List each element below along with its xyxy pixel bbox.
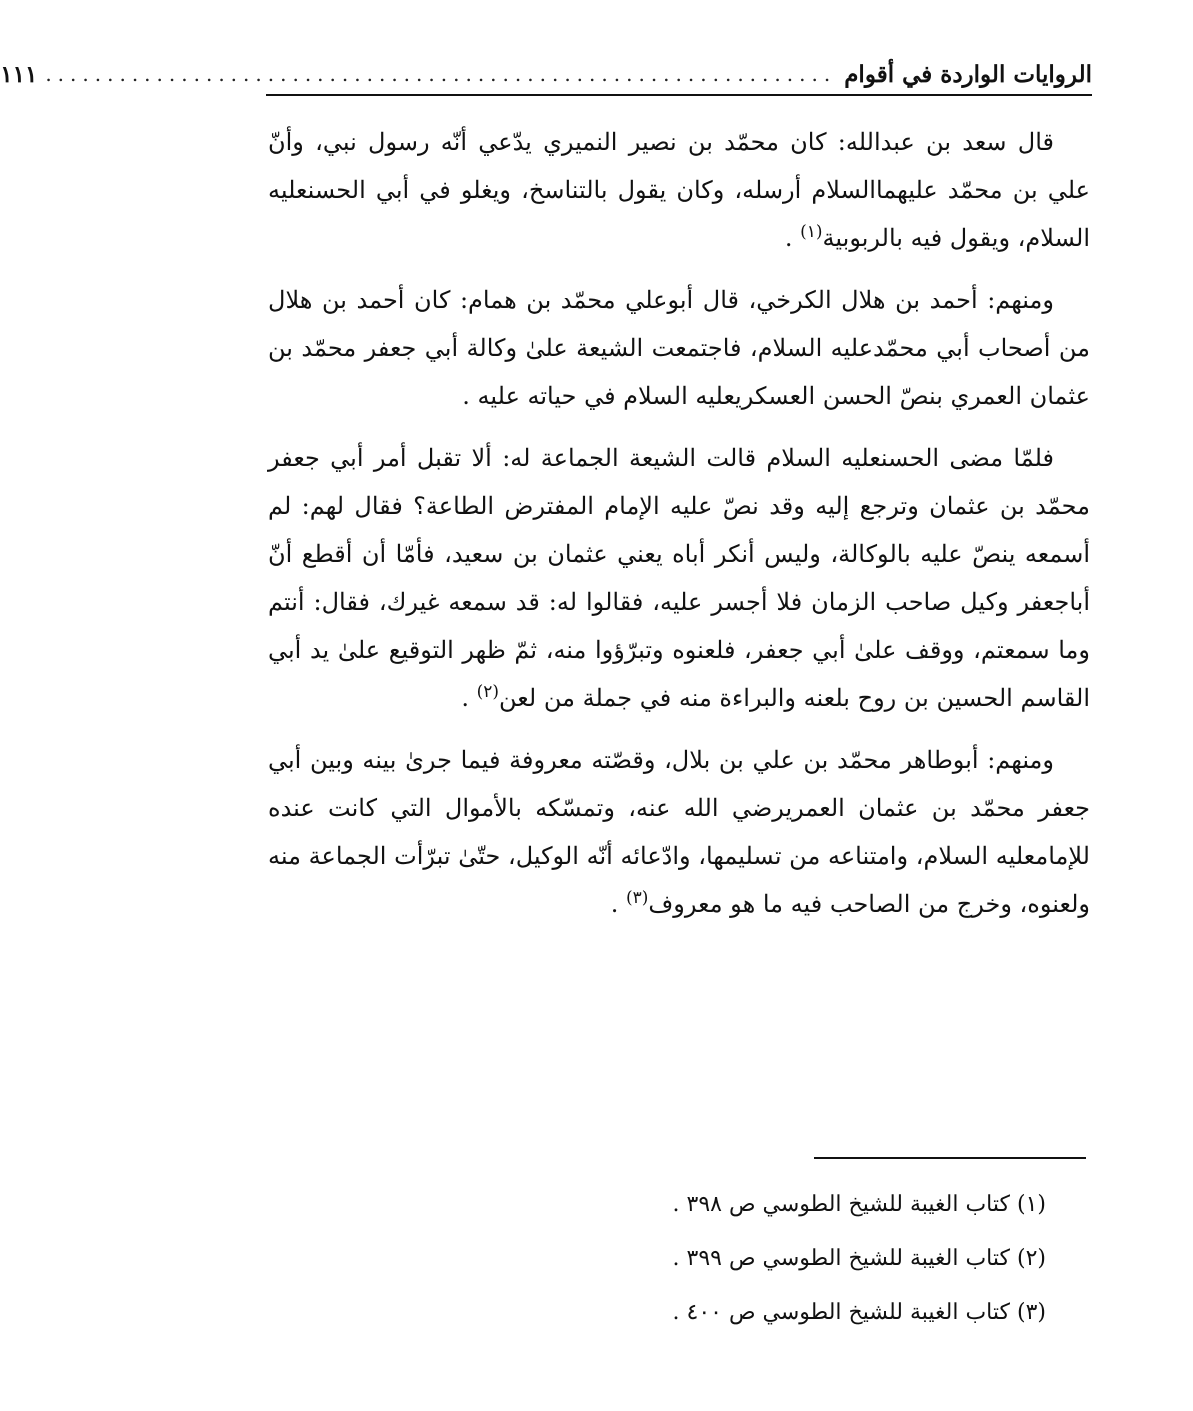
paragraph-1 (268, 118, 1090, 262)
paragraph-1-tail: . (784, 224, 793, 252)
footnote-3: (٣) كتاب الغيبة للشيخ الطوسي ص ٤٠٠ . (672, 1300, 1046, 1325)
paragraph-4 (268, 736, 1090, 928)
footnote-1: (١) كتاب الغيبة للشيخ الطوسي ص ٣٩٨ . (672, 1192, 1046, 1217)
paragraph-2 (268, 276, 1090, 420)
paragraph-3 (268, 434, 1090, 722)
paragraph-1-text: قال سعد بن عبدالله: كان محمّد بن نصير النميري يدّعي أنّه رسول نبي، وأنّ علي بن محمّد عليهماالسلام أرسله، وكان يقول بالتناسخ، ويغلو في أبي الحسنعليه السلام، ويقول فيه بالربوبية (268, 128, 1090, 252)
footnote-ref-3: (٣) (625, 888, 649, 908)
body-text (268, 118, 1090, 942)
page-number: ١١١ (0, 61, 38, 88)
paragraph-4-text: ومنهم: أبوطاهر محمّد بن علي بن بلال، وقصّته معروفة فيما جرىٰ بينه وبين أبي جعفر محمّد بن عثمان العمريرضي الله عنه، وتمسّكه بالأموال التي كانت عنده للإمامعليه السلام، وامتناعه من تسليمها، وادّعائه أنّه الوكيل، حتّىٰ تبرّأت الجماعة منه ولعنوه، وخرج من الصاحب فيه ما هو معروف (268, 746, 1090, 918)
footnote-2: (٢) كتاب الغيبة للشيخ الطوسي ص ٣٩٩ . (672, 1246, 1046, 1271)
paragraph-3-text: فلمّا مضى الحسنعليه السلام قالت الشيعة الجماعة له: ألا تقبل أمر أبي جعفر محمّد بن عثمان وترجع إليه وقد نصّ عليه الإمام المفترض الطاعة؟ فقال لهم: لم أسمعه ينصّ عليه بالوكالة، وليس أنكر أباه يعني عثمان بن سعيد، فأمّا أن أقطع أنّ أباجعفر وكيل صاحب الزمان فلا أجسر عليه، فقالوا له: قد سمعه غيرك، فقال: أنتم وما سمعتم، ووقف علىٰ أبي جعفر، فلعنوه وتبرّؤوا منه، ثمّ ظهر التوقيع علىٰ يد أبي القاسم الحسين بن روح بلعنه والبراءة منه في جملة من لعن (268, 444, 1091, 712)
paragraph-3-tail: . (461, 684, 469, 712)
footnote-ref-2: (٢) (476, 682, 500, 702)
footnote-ref-1: (١) (800, 222, 823, 242)
paragraph-2-text: ومنهم: أحمد بن هلال الكرخي، قال أبوعلي محمّد بن همام: كان أحمد بن هلال من أصحاب أبي محمّدعليه السلام، فاجتمعت الشيعة علىٰ وكالة أبي جعفر محمّد بن عثمان العمري بنصّ الحسن العسكريعليه السلام في حياته عليه . (268, 286, 1090, 410)
footnote-separator (814, 1157, 1086, 1159)
running-header (0, 48, 1092, 96)
paragraph-4-tail: . (610, 890, 619, 918)
header-leader-dots: ................................................................ (45, 62, 837, 86)
running-header-title: الروايات الواردة في أقوام (844, 61, 1092, 88)
footnotes (468, 1178, 1046, 1340)
